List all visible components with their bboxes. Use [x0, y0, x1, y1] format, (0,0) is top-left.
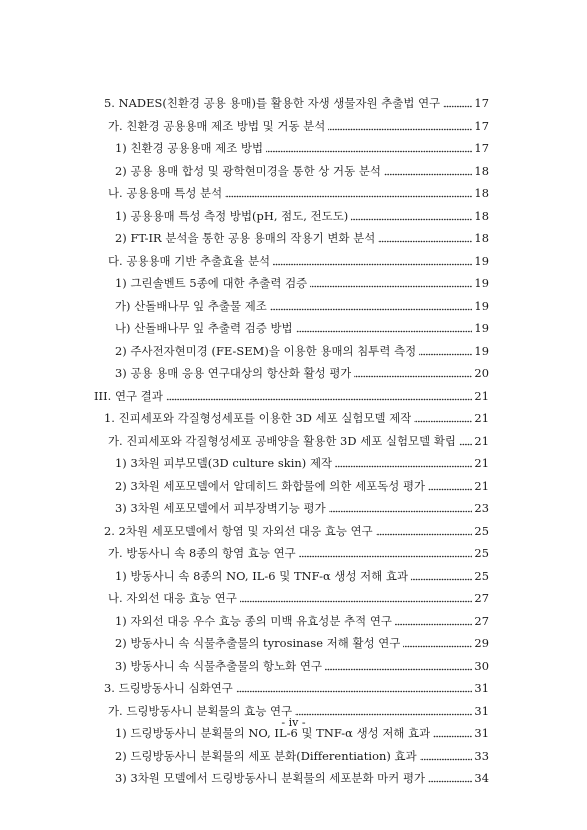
toc-entry-page-number: 27 — [474, 613, 489, 628]
toc-entry-line — [115, 748, 489, 764]
toc-dot-leader — [376, 524, 473, 536]
toc-entry-line — [104, 410, 489, 426]
toc-entry-line — [115, 230, 489, 246]
toc-dot-leader — [335, 456, 472, 468]
toc-entry-line — [115, 455, 489, 471]
toc-entry-title: 가) 산돌배나무 잎 추출물 제조 — [115, 298, 267, 313]
toc-entry-page-number: 19 — [474, 276, 489, 291]
toc-entry-line — [115, 365, 489, 381]
toc-entry-title: 2. 2차원 세포모델에서 항염 및 자외선 대응 효능 연구 — [104, 523, 373, 538]
toc-entry-page-number: 30 — [474, 658, 489, 673]
toc-entry-title: 2) 방동사니 속 식물추출물의 tyrosinase 저해 활성 연구 — [115, 636, 401, 651]
toc-entry-title: 나) 산돌배나무 잎 추출력 검증 방법 — [115, 321, 293, 336]
toc-entry[interactable] — [0, 362, 587, 385]
toc-dot-leader — [414, 411, 472, 423]
toc-entry-page-number: 31 — [474, 703, 489, 718]
toc-dot-leader — [443, 96, 472, 108]
toc-entry-page-number: 21 — [474, 433, 489, 448]
toc-entry-line — [115, 140, 489, 156]
toc-dot-leader — [325, 659, 472, 671]
toc-entry-title: 1) 자외선 대응 우수 효능 종의 미백 유효성분 추적 연구 — [115, 613, 392, 628]
toc-dot-leader — [273, 254, 472, 266]
toc-dot-leader — [459, 434, 472, 446]
toc-entry-title: 2) 주사전자현미경 (FE-SEM)을 이용한 용매의 침투력 측정 — [115, 343, 417, 358]
toc-entry-page-number: 29 — [474, 636, 489, 651]
toc-entry-line — [115, 500, 489, 516]
toc-dot-leader — [428, 479, 472, 491]
toc-entry[interactable] — [0, 385, 587, 408]
toc-dot-leader — [420, 749, 473, 761]
toc-entry-line — [94, 388, 489, 404]
toc-entry-line — [108, 545, 489, 561]
toc-entry-title: 가. 드링방동사니 분획물의 효능 연구 — [108, 703, 293, 718]
toc-entry-line — [104, 95, 489, 111]
toc-entry-title: 나. 공용용매 특성 분석 — [108, 186, 223, 201]
toc-dot-leader — [329, 501, 473, 513]
toc-entry-title: III. 연구 결과 — [94, 388, 163, 403]
toc-entry-title: 2) 드링방동사니 분획물의 세포 분화(Differentiation) 효과 — [115, 748, 417, 763]
toc-entry-title: 3) 3차원 모델에서 드링방동사니 분획물의 세포분화 마커 평가 — [115, 771, 426, 786]
page-number-label: - iv - — [281, 716, 306, 729]
toc-entry-page-number: 18 — [474, 163, 489, 178]
toc-dot-leader — [166, 389, 473, 401]
table-of-contents — [0, 92, 587, 790]
toc-entry-line — [108, 253, 489, 269]
toc-entry-page-number: 19 — [474, 298, 489, 313]
toc-entry-page-number: 21 — [474, 456, 489, 471]
toc-entry[interactable] — [0, 587, 587, 610]
toc-entry-line — [115, 658, 489, 674]
toc-entry-line — [115, 275, 489, 291]
toc-entry-page-number: 19 — [474, 343, 489, 358]
toc-entry-line — [115, 478, 489, 494]
toc-entry[interactable] — [0, 160, 587, 183]
toc-dot-leader — [225, 186, 472, 198]
toc-dot-leader — [295, 704, 472, 716]
toc-entry-title: 2) 공용 용매 합성 및 광학현미경을 통한 상 거동 분석 — [115, 163, 381, 178]
toc-entry-line — [115, 568, 489, 584]
toc-entry-line — [104, 680, 489, 696]
toc-entry-title: 1) 드링방동사니 분획물의 NO, IL-6 및 TNF-α 생성 저해 효과 — [115, 726, 431, 741]
toc-entry[interactable] — [0, 272, 587, 295]
toc-entry-title: 3) 3차원 세포모델에서 피부장벽기능 평가 — [115, 501, 326, 516]
toc-dot-leader — [395, 614, 472, 626]
toc-entry-page-number: 21 — [474, 411, 489, 426]
toc-dot-leader — [240, 591, 473, 603]
toc-entry-title: 가. 친환경 공용용매 제조 방법 및 거동 분석 — [108, 118, 326, 133]
toc-entry[interactable] — [0, 677, 587, 700]
toc-entry[interactable] — [0, 610, 587, 633]
toc-dot-leader — [310, 276, 472, 288]
toc-dot-leader — [403, 636, 472, 648]
toc-entry-line — [108, 185, 489, 201]
toc-dot-leader — [296, 321, 473, 333]
toc-entry[interactable] — [0, 205, 587, 228]
toc-dot-leader — [266, 141, 472, 153]
toc-entry-page-number: 27 — [474, 591, 489, 606]
toc-entry[interactable] — [0, 92, 587, 115]
toc-entry-page-number: 34 — [474, 771, 489, 786]
toc-entry-line — [115, 635, 489, 651]
toc-entry-line — [115, 298, 489, 314]
toc-entry-title: 3) 공용 용매 응용 연구대상의 항산화 활성 평가 — [115, 366, 352, 381]
toc-dot-leader — [354, 366, 472, 378]
toc-entry-page-number: 31 — [474, 681, 489, 696]
toc-dot-leader — [236, 681, 473, 693]
toc-dot-leader — [299, 546, 473, 558]
toc-entry-title: 나. 자외선 대응 효능 연구 — [108, 591, 237, 606]
toc-entry[interactable] — [0, 452, 587, 475]
toc-entry-title: 1) 방동사니 속 8종의 NO, IL-6 및 TNF-α 생성 저해 효과 — [115, 568, 409, 583]
toc-entry[interactable] — [0, 317, 587, 340]
toc-entry-title: 3. 드링방동사니 심화연구 — [104, 681, 233, 696]
toc-entry-page-number: 25 — [474, 546, 489, 561]
toc-entry-page-number: 31 — [474, 726, 489, 741]
toc-entry-page-number: 33 — [474, 748, 489, 763]
toc-entry-page-number: 20 — [474, 366, 489, 381]
toc-entry-line — [115, 163, 489, 179]
toc-entry[interactable] — [0, 542, 587, 565]
toc-entry-title: 가. 진피세포와 각질형성세포 공배양을 활용한 3D 세포 실험모델 확립 — [108, 433, 456, 448]
toc-entry[interactable] — [0, 655, 587, 678]
toc-entry-line — [108, 433, 489, 449]
toc-entry[interactable] — [0, 407, 587, 430]
toc-entry[interactable] — [0, 565, 587, 588]
toc-entry-title: 1) 공용용매 특성 측정 방법(pH, 점도, 전도도) — [115, 208, 349, 223]
toc-entry-line — [115, 770, 489, 786]
toc-dot-leader — [428, 771, 472, 783]
toc-entry-page-number: 17 — [474, 96, 489, 111]
toc-entry[interactable] — [0, 497, 587, 520]
toc-entry[interactable] — [0, 520, 587, 543]
toc-entry-page-number: 21 — [474, 478, 489, 493]
toc-dot-leader — [419, 344, 472, 356]
toc-entry-line — [108, 590, 489, 606]
toc-entry-title: 2) FT-IR 분석을 통한 공용 용매의 작용기 변화 분석 — [115, 231, 376, 246]
toc-entry[interactable] — [0, 115, 587, 138]
toc-entry-page-number: 18 — [474, 231, 489, 246]
toc-entry-line — [108, 118, 489, 134]
toc-entry[interactable] — [0, 295, 587, 318]
toc-entry-page-number: 18 — [474, 208, 489, 223]
toc-dot-leader — [328, 119, 472, 131]
toc-entry-page-number: 25 — [474, 568, 489, 583]
toc-entry[interactable] — [0, 767, 587, 790]
toc-entry-page-number: 17 — [474, 118, 489, 133]
toc-entry-line — [104, 523, 489, 539]
toc-entry-title: 2) 3차원 세포모델에서 알데히드 화합물에 의한 세포독성 평가 — [115, 478, 426, 493]
toc-entry-page-number: 25 — [474, 523, 489, 538]
toc-entry[interactable] — [0, 340, 587, 363]
toc-dot-leader — [384, 164, 472, 176]
toc-entry-title: 가. 방동사니 속 8종의 항염 효능 연구 — [108, 546, 296, 561]
toc-entry[interactable] — [0, 475, 587, 498]
toc-entry-line — [115, 208, 489, 224]
toc-entry[interactable] — [0, 632, 587, 655]
toc-entry[interactable] — [0, 182, 587, 205]
toc-entry-title: 1. 진피세포와 각질형성세포를 이용한 3D 세포 실험모델 제작 — [104, 411, 412, 426]
toc-entry-line — [115, 613, 489, 629]
toc-entry-title: 1) 3차원 피부모델(3D culture skin) 제작 — [115, 456, 333, 471]
toc-entry[interactable] — [0, 227, 587, 250]
toc-entry[interactable] — [0, 250, 587, 273]
toc-entry-title: 3) 방동사니 속 식물추출물의 항노화 연구 — [115, 658, 322, 673]
toc-entry-line — [115, 343, 489, 359]
toc-entry-line — [115, 320, 489, 336]
toc-entry-title: 1) 그린솔벤트 5종에 대한 추출력 검증 — [115, 276, 308, 291]
page-number-footer — [0, 716, 587, 729]
toc-entry[interactable] — [0, 745, 587, 768]
toc-entry-title: 5. NADES(친환경 공용 용매)를 활용한 자생 생물자원 추출법 연구 — [104, 96, 441, 111]
toc-dot-leader — [351, 209, 472, 221]
toc-entry-page-number: 21 — [474, 388, 489, 403]
toc-dot-leader — [270, 299, 473, 311]
toc-dot-leader — [411, 569, 472, 581]
toc-entry-page-number: 17 — [474, 141, 489, 156]
toc-entry[interactable] — [0, 430, 587, 453]
toc-entry-page-number: 19 — [474, 321, 489, 336]
toc-entry-page-number: 18 — [474, 186, 489, 201]
toc-dot-leader — [378, 231, 472, 243]
toc-entry-title: 1) 친환경 공용용매 제조 방법 — [115, 141, 264, 156]
toc-entry-title: 다. 공용용매 기반 추출효율 분석 — [108, 253, 271, 268]
toc-entry[interactable] — [0, 137, 587, 160]
toc-entry-page-number: 23 — [474, 501, 489, 516]
toc-entry-page-number: 19 — [474, 253, 489, 268]
